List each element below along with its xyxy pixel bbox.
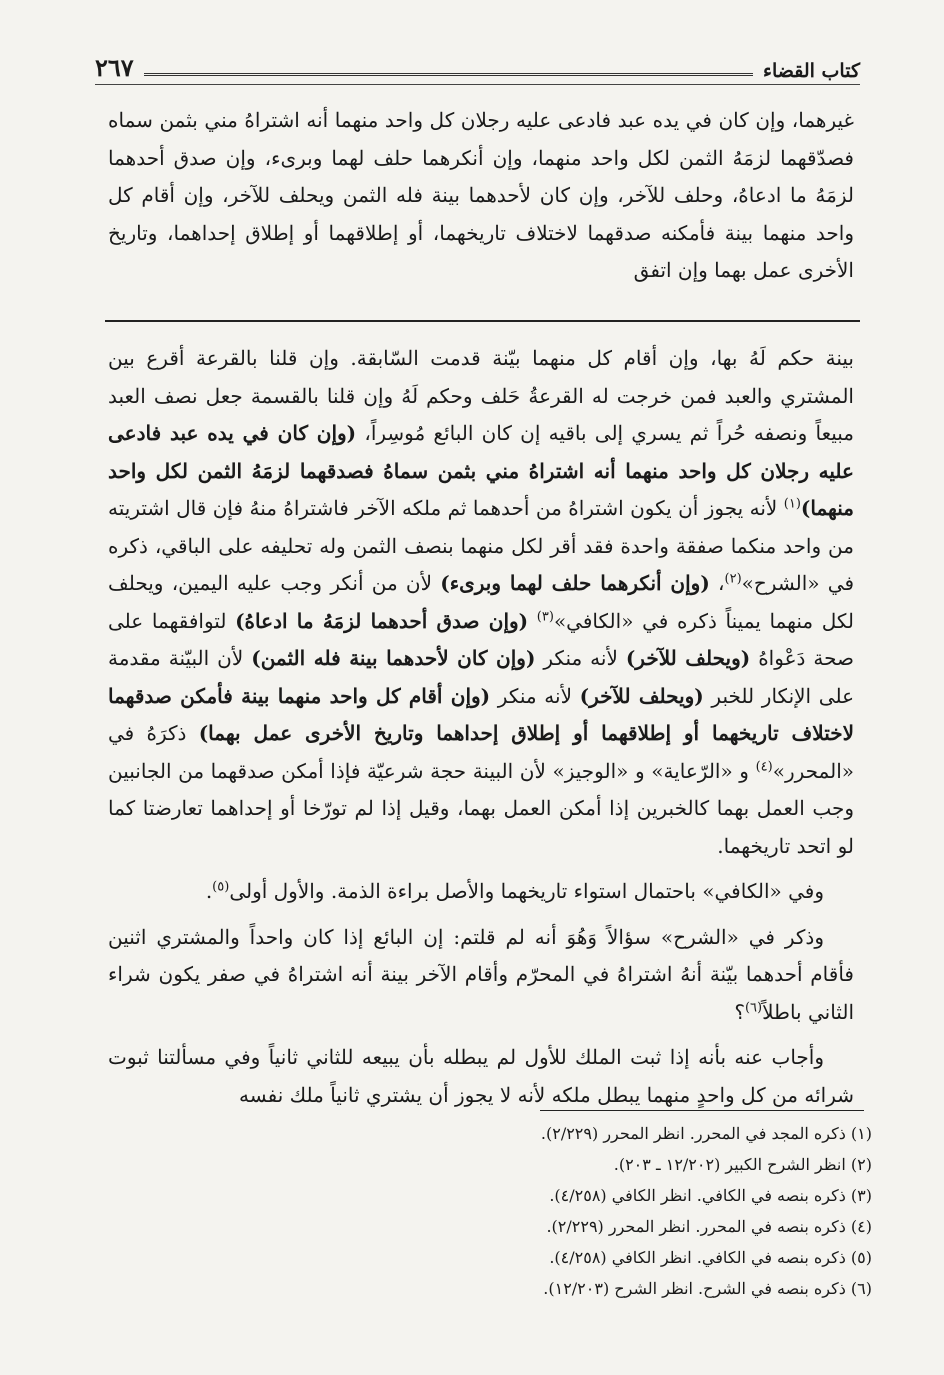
page-header xyxy=(95,48,860,82)
footnote-marker-4: (٤) xyxy=(755,758,773,774)
text-run: لأنه يجوز أن يكون اشتراهُ من أحدهما ثم ملكه الآخر فاشتراهُ منهُ فإن قال اشتريته من واحد منكما صفقة واحدة فقد أقر لكل منهما بنصف الثمن وله تحليفه على الباقي، ذكره في «الشرح» xyxy=(108,496,855,595)
text-run: ، xyxy=(709,571,725,595)
text-run: لأن البيّنة مقدمة على الإنكار للخبر xyxy=(108,646,855,708)
quoted-matn: (ويحلف للآخر) xyxy=(625,646,751,670)
footnotes xyxy=(420,1118,872,1304)
text-run: وفي «الكافي» باحتمال استواء تاريخهما والأصل براءة الذمة. والأول أولى xyxy=(229,879,824,903)
footnote-rule xyxy=(540,1110,864,1111)
sharh-paragraph-1 xyxy=(108,340,854,865)
footnote-item: (٤) ذكره بنصه في المحرر. انظر المحرر (٢/٢٢٩). xyxy=(546,1217,872,1236)
footnote-marker-1: (١) xyxy=(783,496,801,512)
footnote-marker-5: (٥) xyxy=(212,879,230,895)
quoted-matn: (وإن كان في يده عبد فادعى عليه رجلان كل واحد منهما أنه اشتراهُ مني بثمن سماهُ فصدقهما لزمَهُ الثمن لكل واحد منهما) xyxy=(108,421,854,520)
footnote-item: (٢) انظر الشرح الكبير (١٢/٢٠٢ ـ ٢٠٣). xyxy=(613,1155,872,1174)
footnote-item: (٥) ذكره بنصه في الكافي. انظر الكافي (٤/٢٥٨). xyxy=(549,1248,872,1267)
quoted-matn: (وإن أقام كل واحد منهما بينة فأمكن صدقهما لاختلاف تاريخهما أو إطلاقهما أو إطلاق إحداهما وتاريخ الأخرى عمل بهما) xyxy=(108,683,854,745)
header-rule xyxy=(144,73,753,76)
footnote-marker-3: (٣) xyxy=(536,608,554,624)
sharh-paragraph-3 xyxy=(108,919,854,1032)
text-run: و «الرّعاية» و «الوجيز» لأن البينة حجة شرعيّة فإذا أمكن صدقهما من الجانبين وجب العمل بهما كالخبرين إذا أمكن العمل بهما، وقيل إذا لم تورّخا أو إحداهما تعارضتا كما لو اتحد تاريخهما. xyxy=(108,758,854,858)
quoted-matn: (وإن كان لأحدهما بينة فله الثمن) xyxy=(251,646,536,670)
text-run: بينة حكم لَهُ بها، وإن أقام كل منهما بيّنة قدمت السّابقة. وإن قلنا بالقرعة أقرع بين المشتري والعبد فمن خرجت له القرعةُ حَلف وحكم لَهُ وإن قلنا بالقسمة جعل نصف العبد مبيعاً ونصفه حُراً ثم يسري إلى باقيه إن كان البائع مُوسِراً، xyxy=(108,346,855,445)
matn-paragraph: غيرهما، وإن كان في يده عبد فادعى عليه رجلان كل واحد منهما أنه اشتراهُ مني بثمن سماه فصدّقهما لزمَهُ الثمن لكل واحد منهما، وإن أنكرهما حلف لهما وبرىء، وإن صدق أحدهما لزمَهُ ما ادعاهُ، وحلف للآخر، وإن كان لأحدهما بينة فله الثمن ويحلف للآخر، وإن أقام كل واحد منهما بينة فأمكنه صدقهما لاختلاف تاريخهما، أو إطلاقهما أو إطلاق إحداهما، وتاريخ الأخرى عمل بهما وإن اتفق xyxy=(108,108,854,282)
page-number: ٢٦٧ xyxy=(95,53,134,82)
footnote-item: (٣) ذكره بنصه في الكافي. انظر الكافي (٤/٢٥٨). xyxy=(549,1186,872,1205)
sharh-text xyxy=(108,340,854,1114)
header-divider xyxy=(95,84,860,85)
text-run: لأنه منكر xyxy=(535,646,626,670)
footnote-item: (١) ذكره المجد في المحرر. انظر المحرر (٢/٢٢٩). xyxy=(540,1124,872,1143)
quoted-matn: (ويحلف للآخر) xyxy=(579,683,704,708)
quoted-matn: (وإن صدق أحدهما لزمَهُ ما ادعاهُ) xyxy=(235,608,529,633)
matn-text xyxy=(108,102,854,290)
text-run: لأنه منكر xyxy=(490,683,580,708)
text-run: لأن من أنكر وجب عليه اليمين، ويحلف لكل منهما يميناً ذكره في «الكافي» xyxy=(108,571,855,633)
sharh-paragraph-4: وأجاب عنه بأنه إذا ثبت الملك للأول لم يبطله بأن يبيعه للثاني ثانياً وفي مسألتنا ثبوت شرائه من كل واحدٍ منهما يبطل ملكه لأنه لا يجوز أن يشتري ثانياً ملك نفسه xyxy=(108,1045,854,1107)
text-run xyxy=(528,609,537,633)
quoted-matn: (وإن أنكرهما حلف لهما وبرىء) xyxy=(440,571,710,595)
text-run: لتوافقهما على صحة دَعْواهُ xyxy=(108,608,854,670)
text-run: ذكرَهُ في «المحرر» xyxy=(108,721,854,783)
footnote-item: (٦) ذكره بنصه في الشرح. انظر الشرح (١٢/٢٠٣). xyxy=(543,1279,872,1298)
footnote-marker-6: (٦) xyxy=(744,999,763,1015)
matn-sharh-separator xyxy=(105,320,860,322)
footnote-marker-2: (٢) xyxy=(724,571,742,587)
text-run: ؟ xyxy=(734,999,745,1024)
book-title: كتاب القضاء xyxy=(763,60,860,82)
text-run: . xyxy=(205,879,213,903)
sharh-paragraph-2 xyxy=(108,873,854,911)
text-run: وذكر في «الشرح» سؤالاً وَهُوَ أنه لم قلتم: إن البائع إذا كان واحداً والمشتري اثنين فأقام أحدهما بيّنة أنهُ اشتراهُ في المحرّم وأقام الآخر بينة أنه اشتراهُ في صفر يكون شراء الثاني باطلاً xyxy=(108,924,854,1024)
